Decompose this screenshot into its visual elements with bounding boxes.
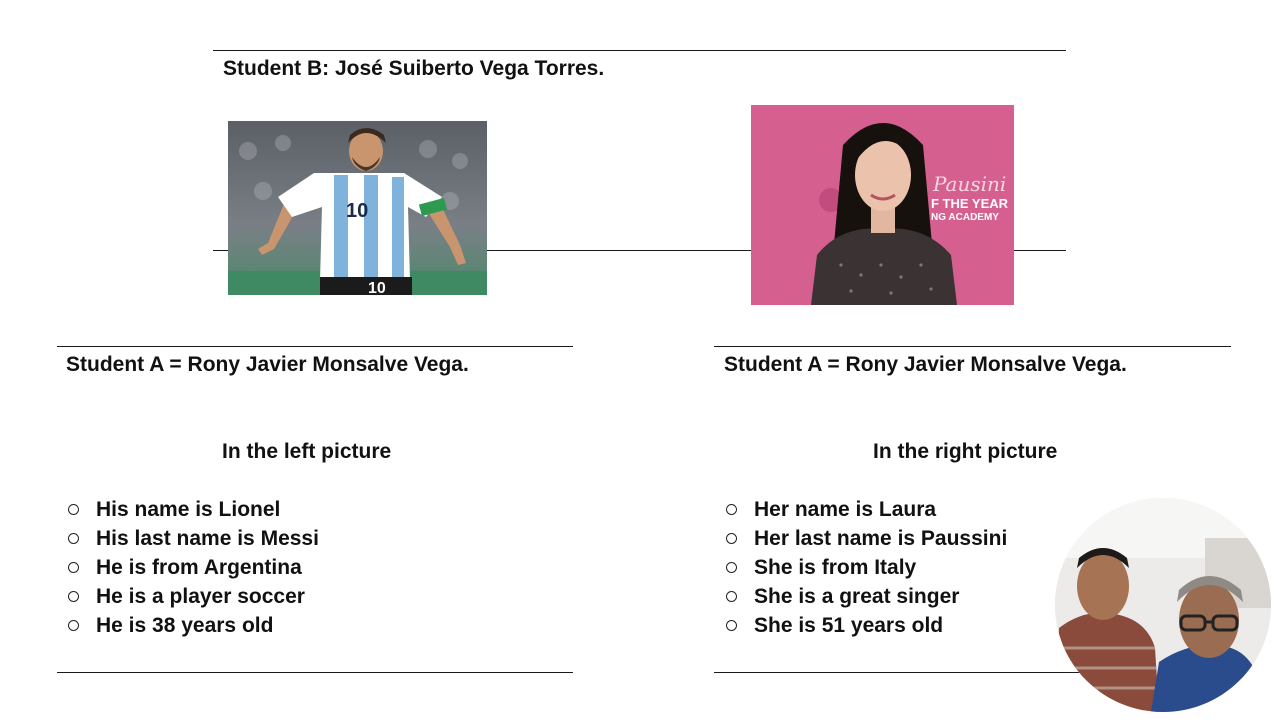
list-item: He is 38 years old [66,611,319,640]
backdrop-script-text: Pausini [933,172,1007,196]
list-item: His last name is Messi [66,524,319,553]
webcam-overlay [1055,498,1271,712]
left-box-top-rule [57,346,573,347]
bullet-circle-icon [726,620,737,631]
list-item: She is from Italy [724,553,1007,582]
left-photo-soccer-player [228,121,487,295]
right-photo-singer [751,105,1014,305]
bullet-circle-icon [68,533,79,544]
bullet-circle-icon [68,504,79,515]
webcam-presenters-illustration [1055,498,1271,712]
left-student-a-title: Student A = Rony Javier Monsalve Vega. [66,353,469,376]
right-section-heading: In the right picture [873,440,1058,463]
bullet-circle-icon [68,620,79,631]
right-student-a-title: Student A = Rony Javier Monsalve Vega. [724,353,1127,376]
left-section-heading: In the left picture [222,440,392,463]
jersey-number: 10 [346,200,369,222]
bullet-circle-icon [726,562,737,573]
backdrop-text-line2: F THE YEAR [931,196,1009,211]
singer-illustration [751,105,1014,305]
left-facts-list [66,495,319,640]
list-item: She is 51 years old [724,611,1007,640]
list-item: He is a player soccer [66,582,319,611]
shorts-number: 10 [368,280,386,295]
list-item: He is from Argentina [66,553,319,582]
top-rule [213,50,1066,51]
list-item: Her name is Laura [724,495,1007,524]
backdrop-text-line3: NG ACADEMY [931,212,999,223]
right-box-top-rule [714,346,1231,347]
list-item: She is a great singer [724,582,1007,611]
bullet-circle-icon [68,591,79,602]
student-b-title: Student B: José Suiberto Vega Torres. [223,57,605,80]
bullet-circle-icon [726,504,737,515]
bullet-circle-icon [726,533,737,544]
bullet-circle-icon [68,562,79,573]
bullet-circle-icon [726,591,737,602]
left-box-bottom-rule [57,672,573,673]
right-facts-list [724,495,1007,640]
soccer-player-illustration [228,121,487,295]
list-item: His name is Lionel [66,495,319,524]
list-item: Her last name is Paussini [724,524,1007,553]
